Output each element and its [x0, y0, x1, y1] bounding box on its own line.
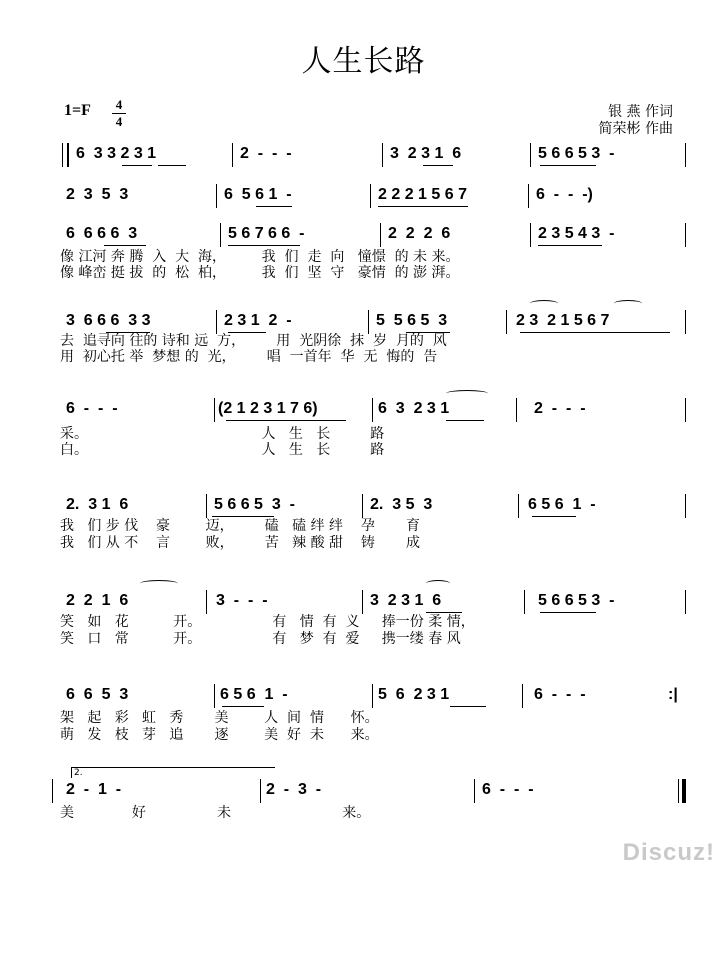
barline: [372, 684, 373, 708]
lyric-verse-2: 我 们 从 不 言 败， 苦 辣 酸 甜 铸 成: [60, 535, 421, 551]
measure: 5 5 6 5 3: [376, 312, 448, 329]
lyric-verse-2: 用 初心托 举 梦想 的 光， 唱 一首年 华 无 悔的 告: [60, 349, 438, 365]
barline: [530, 143, 531, 167]
eighth-beam: [226, 420, 346, 421]
barline: [380, 223, 381, 247]
volta-bracket: [71, 767, 275, 778]
repeat-start-barline: [62, 143, 69, 167]
slur: [530, 300, 558, 307]
score-system-6: [60, 494, 690, 516]
barline: [518, 494, 519, 518]
barline: [524, 590, 525, 614]
lyric-verse-1: 像 江河 奔 腾 入 大 海， 我 们 走 向 憧憬 的 未 来。: [60, 249, 460, 265]
slur: [426, 580, 450, 587]
measure: 6 6 6 6 3: [66, 225, 138, 242]
barline: [362, 494, 363, 518]
eighth-beam: [540, 612, 596, 613]
time-signature-top: 4: [115, 97, 123, 112]
eighth-beam: [406, 332, 450, 333]
barline: [214, 398, 215, 422]
lyric-verse-2: 像 峰峦 挺 拔 的 松 柏， 我 们 坚 守 豪情 的 澎 湃。: [60, 265, 460, 281]
eighth-beam: [228, 332, 266, 333]
barline: [685, 590, 686, 614]
score-system-4: [60, 310, 690, 332]
barline: [474, 779, 475, 803]
eighth-beam: [222, 706, 264, 707]
barline: [685, 494, 686, 518]
lyric-verse-2: 萌 发 枝 芽 追 逐 美 好 未 来。: [60, 727, 379, 743]
measure: 3 6 6 6 3 3: [66, 312, 151, 329]
measure: 2 2 1 6: [66, 592, 129, 609]
measure: 6 3 3 2 3 1: [76, 145, 157, 162]
lyric-verse-1: 架 起 彩 虹 秀 美 人 间 情 怀。: [60, 710, 379, 726]
measure: 2. 3 1 6: [66, 496, 129, 513]
barline: [52, 779, 53, 803]
measure: 2. 3 5 3: [370, 496, 433, 513]
watermark: Discuz!: [622, 839, 715, 866]
eighth-beam: [158, 165, 186, 166]
measure: 3 2 3 1 6: [390, 145, 462, 162]
measure: 2 3 1 2 -: [224, 312, 292, 329]
barline: [214, 684, 215, 708]
measure: 6 5 6 1 -: [224, 186, 292, 203]
barline: [685, 310, 686, 334]
lyric-verse-1: 去 追寻向 往的 诗和 远 方， 用 光阴徐 抹 岁 月的 风: [60, 333, 447, 349]
measure: 5 6 6 5 3 -: [214, 496, 295, 513]
score-system-7: [60, 590, 690, 612]
measure: 6 3 2 3 1: [378, 400, 450, 417]
eighth-beam: [228, 245, 300, 246]
eighth-beam: [212, 516, 274, 517]
lyric-verse-2: 白。 人 生 长 路: [60, 442, 385, 458]
measure: 6 6 5 3: [66, 686, 129, 703]
measure: 2 2 2 1 5 6 7: [378, 186, 467, 203]
score-system-5: [60, 398, 690, 420]
repeat-end-barline: :|: [668, 686, 678, 703]
eighth-beam: [104, 245, 146, 246]
measure: 5 6 7 6 6 -: [228, 225, 305, 242]
measure: 2 3 2 1 5 6 7: [516, 312, 610, 329]
eighth-beam: [450, 706, 486, 707]
measure: 2 3 5 4 3 -: [538, 225, 615, 242]
measure: 2 - - -: [534, 400, 586, 417]
score-system-9: [60, 779, 690, 801]
barline: [206, 590, 207, 614]
eighth-beam: [520, 332, 670, 333]
barline: [678, 779, 679, 803]
measure: 2 - 1 -: [66, 781, 122, 798]
barline: [260, 779, 261, 803]
time-signature-bottom: 4: [115, 114, 123, 129]
measure: 2 - 3 -: [266, 781, 322, 798]
composer-credit: 简荣彬 作曲: [598, 121, 673, 137]
barline: [216, 184, 217, 208]
measure: 5 6 6 5 3 -: [538, 145, 615, 162]
barline: [370, 184, 371, 208]
measure: (2 1 2 3 1 7 6): [218, 400, 318, 417]
barline: [685, 143, 686, 167]
barline: [522, 684, 523, 708]
measure: 6 - - -): [536, 186, 593, 203]
eighth-beam: [106, 332, 150, 333]
slur: [446, 390, 488, 397]
song-title: 人生长路: [301, 44, 426, 79]
barline: [372, 398, 373, 422]
eighth-beam: [538, 245, 602, 246]
barline: [362, 590, 363, 614]
measure: 6 5 6 1 -: [528, 496, 596, 513]
eighth-beam: [532, 516, 576, 517]
lyric-verse-1: 采。 人 生 长 路: [60, 426, 385, 442]
volta-label: 2.: [74, 768, 83, 778]
barline: [506, 310, 507, 334]
barline: [685, 223, 686, 247]
barline: [528, 184, 529, 208]
measure: 3 - - -: [216, 592, 268, 609]
eighth-beam: [540, 165, 596, 166]
lyricist-credit: 银 燕 作词: [608, 104, 673, 120]
lyric-verse-1: 我 们 步 伐 豪 迈， 磕 磕 绊 绊 孕 育: [60, 518, 421, 534]
eighth-beam: [426, 612, 462, 613]
eighth-beam: [446, 420, 484, 421]
barline: [530, 223, 531, 247]
measure: 5 6 6 5 3 -: [538, 592, 615, 609]
score-system-2: [60, 184, 690, 206]
barline: [516, 398, 517, 422]
key-signature: 1=F: [64, 102, 91, 119]
measure: 6 5 6 1 -: [220, 686, 288, 703]
measure: 6 - - -: [66, 400, 118, 417]
slur: [140, 580, 178, 587]
barline: [232, 143, 233, 167]
measure: 2 2 2 6: [388, 225, 451, 242]
barline: [216, 310, 217, 334]
measure: 6 - - -: [534, 686, 586, 703]
lyric-verse-2: 笑 口 常 开。 有 梦 有 爱 携一缕 春 风: [60, 631, 461, 647]
measure: 2 - - -: [240, 145, 292, 162]
score-system-8: [60, 684, 690, 706]
time-signature: [112, 98, 126, 129]
score-system-1: [60, 143, 690, 165]
barline: [206, 494, 207, 518]
measure: 2 3 5 3: [66, 186, 129, 203]
measure: 3 2 3 1 6: [370, 592, 442, 609]
slur: [614, 300, 642, 307]
measure: 6 - - -: [482, 781, 534, 798]
final-barline: [682, 779, 686, 803]
lyric-verse-1: 笑 如 花 开。 有 情 有 义 捧一份 柔 情，: [60, 614, 475, 630]
measure: 5 6 2 3 1: [378, 686, 450, 703]
eighth-beam: [423, 165, 453, 166]
lyric-verse-1: 美 好 未 来。: [60, 805, 371, 821]
eighth-beam: [122, 165, 152, 166]
barline: [382, 143, 383, 167]
eighth-beam: [378, 206, 468, 207]
score-system-3: [60, 223, 690, 245]
barline: [685, 398, 686, 422]
eighth-beam: [256, 206, 292, 207]
barline: [368, 310, 369, 334]
barline: [220, 223, 221, 247]
